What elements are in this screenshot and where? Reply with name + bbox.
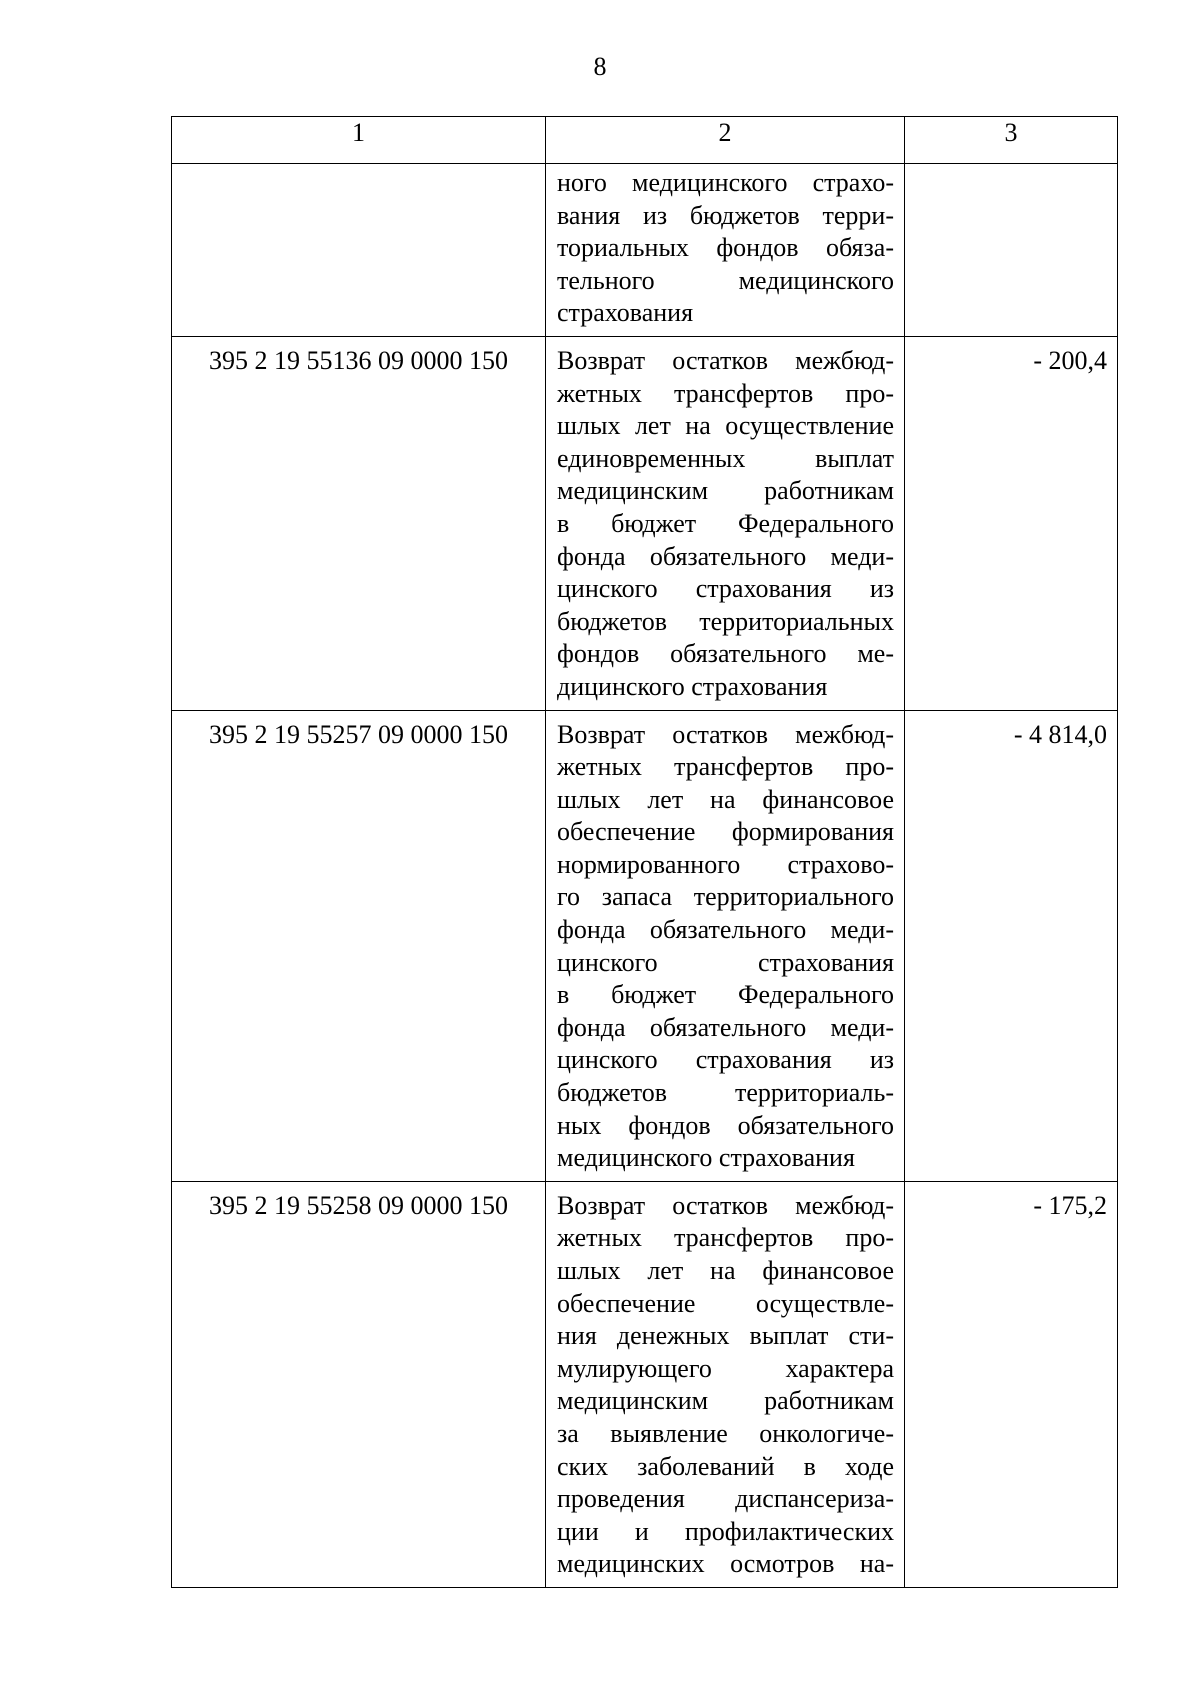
description-line: за выявление онкологиче- <box>557 1418 894 1448</box>
row-amount: - 175,2 <box>905 1181 1118 1587</box>
description-line: ного медицинского страхо- <box>557 168 894 197</box>
row-description <box>546 710 905 1181</box>
description-line: проведения диспансериза- <box>557 1484 894 1514</box>
description-line: жетных трансфертов про- <box>557 752 894 782</box>
description-line: цинского страхования <box>557 947 894 977</box>
description-line: дицинского страхования <box>557 671 828 701</box>
description-line: единовременных выплат <box>557 443 894 473</box>
description-line: ториальных фондов обяза- <box>557 233 894 263</box>
description-line: в бюджет Федерального <box>557 508 894 538</box>
description-line: обеспечение формирования <box>557 817 894 847</box>
description-line: шлых лет на осуществление <box>557 411 894 441</box>
description-line: цинского страхования из <box>557 1045 894 1075</box>
description-line: вания из бюджетов терри- <box>557 200 894 230</box>
budget-table <box>171 116 1118 1588</box>
row-code <box>172 164 546 337</box>
page-number: 8 <box>593 52 607 81</box>
row-description <box>546 164 905 337</box>
table-row <box>172 164 1118 337</box>
table-row <box>172 710 1118 1181</box>
table-header-row <box>172 117 1118 164</box>
description-line: фондов обязательного ме- <box>557 639 894 669</box>
table-row <box>172 336 1118 710</box>
description-line: шлых лет на финансовое <box>557 784 894 814</box>
description-line: ния денежных выплат сти- <box>557 1321 894 1351</box>
description-line: Возврат остатков межбюд- <box>557 345 894 375</box>
row-code: 395 2 19 55258 09 0000 150 <box>172 1181 546 1587</box>
description-line: мулирующего характера <box>557 1353 894 1383</box>
description-line: фонда обязательного меди- <box>557 1012 894 1042</box>
description-line: тельного медицинского <box>557 265 894 295</box>
description-line: медицинским работникам <box>557 476 894 506</box>
description-line: нормированного страхово- <box>557 849 894 879</box>
description-line: страхования <box>557 298 694 328</box>
row-description <box>546 1181 905 1587</box>
table-row <box>172 1181 1118 1587</box>
description-line: ных фондов обязательного <box>557 1110 894 1140</box>
column-header-3: 3 <box>905 117 1118 164</box>
description-line: фонда обязательного меди- <box>557 915 894 945</box>
description-line: обеспечение осуществле- <box>557 1288 894 1318</box>
description-line: медицинским работникам <box>557 1386 894 1416</box>
row-description <box>546 336 905 710</box>
description-line: в бюджет Федерального <box>557 980 894 1010</box>
description-line: шлых лет на финансовое <box>557 1256 894 1285</box>
row-amount: - 4 814,0 <box>905 710 1118 1181</box>
description-line: медицинских осмотров на- <box>557 1549 894 1579</box>
row-amount: - 200,4 <box>905 336 1118 710</box>
description-line: фонда обязательного меди- <box>557 541 894 571</box>
description-line: ции и профилактических <box>557 1516 894 1546</box>
description-line: ских заболеваний в ходе <box>557 1451 894 1481</box>
description-line: бюджетов территориальных <box>557 606 894 636</box>
description-line: Возврат остатков межбюд- <box>557 1190 894 1220</box>
description-line: го запаса территориального <box>557 882 894 912</box>
row-code: 395 2 19 55257 09 0000 150 <box>172 710 546 1181</box>
description-line: жетных трансфертов про- <box>557 378 894 408</box>
description-line: медицинского страхования <box>557 1143 855 1173</box>
column-header-1: 1 <box>172 117 546 164</box>
row-code: 395 2 19 55136 09 0000 150 <box>172 336 546 710</box>
row-amount <box>905 164 1118 337</box>
description-line: цинского страхования из <box>557 574 894 604</box>
description-line: жетных трансфертов про- <box>557 1223 894 1253</box>
description-line: бюджетов территориаль- <box>557 1078 894 1108</box>
column-header-2: 2 <box>546 117 905 164</box>
description-line: Возврат остатков межбюд- <box>557 719 894 749</box>
